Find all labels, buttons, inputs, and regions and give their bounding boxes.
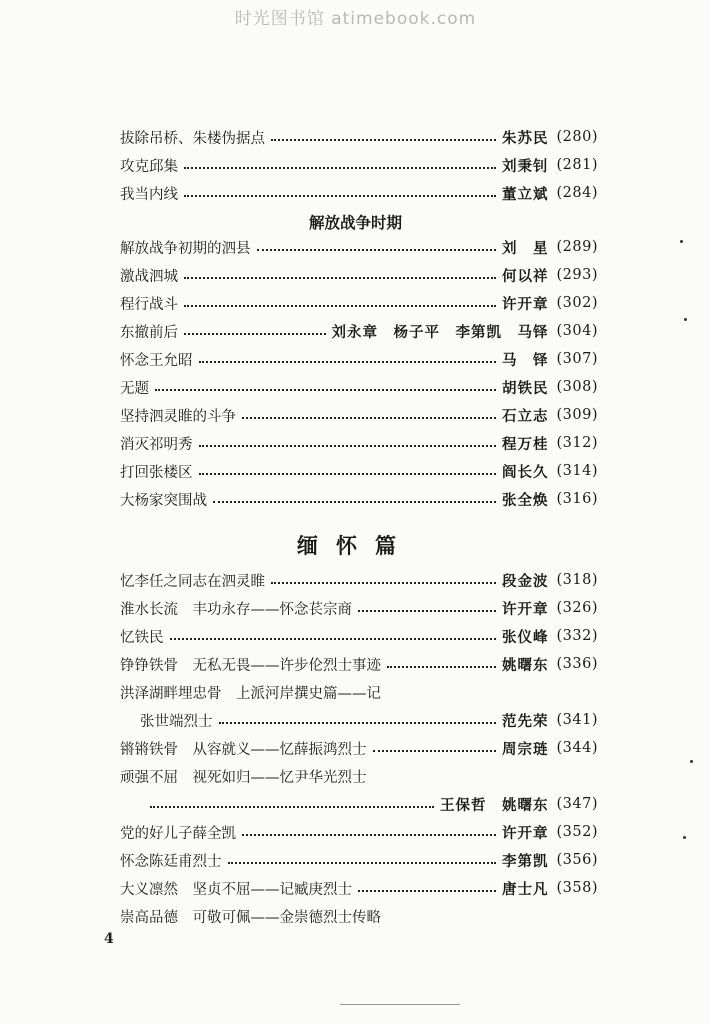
entry-page: (356) — [556, 852, 598, 868]
leader-dots — [184, 277, 496, 279]
scan-speck — [684, 318, 687, 321]
entry-author: 阎长久 — [502, 463, 549, 481]
scan-speck — [690, 760, 693, 763]
entry-title: 程行战斗 — [120, 296, 178, 313]
entry-page: (326) — [556, 600, 598, 616]
entry-page: (332) — [556, 628, 598, 644]
entry-author: 张仪峰 — [502, 628, 549, 646]
leader-dots — [213, 501, 496, 503]
leader-dots — [184, 167, 496, 169]
entry-author: 董立斌 — [502, 185, 549, 203]
leader-dots — [228, 862, 497, 864]
entry-author: 许开章 — [502, 824, 549, 842]
leader-dots — [257, 249, 497, 251]
entry-title: 顽强不屈 视死如归——忆尹华光烈士 — [120, 769, 367, 786]
leader-dots — [184, 195, 496, 197]
entry-page: (280) — [556, 129, 598, 145]
entry-author: 范先荣 — [502, 712, 549, 730]
entry-title: 洪泽湖畔埋忠骨 上派河岸撰史篇——记 — [120, 685, 381, 702]
toc-entry — [120, 460, 598, 482]
section-title: 缅怀篇 — [297, 533, 414, 558]
scan-speck — [683, 836, 686, 839]
entry-page: (318) — [556, 572, 598, 588]
toc-entry — [120, 877, 598, 899]
entry-title: 忆铁民 — [120, 629, 164, 646]
leader-dots — [242, 417, 496, 419]
entry-title: 坚持泗灵睢的斗争 — [120, 408, 236, 425]
entry-page: (289) — [556, 239, 598, 255]
entry-author: 许开章 — [502, 600, 549, 618]
entry-title: 怀念王允昭 — [120, 352, 193, 369]
entry-title: 消灭祁明秀 — [120, 436, 193, 453]
toc-entry — [120, 432, 598, 454]
entry-page: (314) — [556, 463, 598, 479]
entry-page: (336) — [556, 656, 598, 672]
leader-dots — [358, 610, 496, 612]
entry-author: 李第凯 — [502, 852, 549, 870]
entry-page: (304) — [556, 323, 598, 339]
entry-author: 刘秉钊 — [502, 157, 549, 175]
entry-page: (316) — [556, 491, 598, 507]
entry-title: 拔除吊桥、朱楼伪据点 — [120, 130, 265, 147]
entry-page: (302) — [556, 295, 598, 311]
entry-title: 解放战争初期的泗县 — [120, 240, 251, 257]
toc-entry — [120, 126, 598, 148]
entry-page: (347) — [556, 796, 598, 812]
leader-dots — [358, 890, 496, 892]
toc-entry — [120, 488, 598, 510]
entry-author: 刘 星 — [502, 239, 549, 257]
entry-title: 张世端烈士 — [140, 713, 213, 730]
entry-author: 张全焕 — [502, 491, 549, 509]
toc-entry — [120, 653, 598, 675]
entry-author: 朱苏民 — [502, 129, 549, 147]
leader-dots — [199, 473, 497, 475]
toc-entry — [120, 154, 598, 176]
entry-title: 东撤前后 — [120, 324, 178, 341]
leader-dots — [373, 750, 497, 752]
toc-entry-title-line — [120, 765, 598, 787]
entry-page: (284) — [556, 185, 598, 201]
entry-title: 激战泗城 — [120, 268, 178, 285]
entry-author: 周宗琏 — [502, 740, 549, 758]
toc-entry — [120, 236, 598, 258]
page-number: 4 — [104, 931, 114, 947]
entry-author: 许开章 — [502, 295, 549, 313]
entry-title: 锵锵铁骨 从容就义——忆薛振鸿烈士 — [120, 741, 367, 758]
entry-page: (341) — [556, 712, 598, 728]
entry-title: 无题 — [120, 380, 149, 397]
entry-page: (293) — [556, 267, 598, 283]
entry-page: (352) — [556, 824, 598, 840]
leader-dots — [387, 666, 496, 668]
entry-author: 姚曙东 — [502, 656, 549, 674]
entry-page: (309) — [556, 407, 598, 423]
entry-title: 党的好儿子薛全凯 — [120, 825, 236, 842]
entry-author: 段金波 — [502, 572, 549, 590]
toc-entry — [120, 793, 598, 815]
entry-page: (307) — [556, 351, 598, 367]
toc-entry — [120, 569, 598, 591]
entry-title: 大义凛然 坚贞不屈——记臧庚烈士 — [120, 881, 352, 898]
leader-dots — [199, 361, 497, 363]
leader-dots — [184, 305, 496, 307]
leader-dots — [199, 445, 497, 447]
toc-entry — [120, 264, 598, 286]
toc-entry — [120, 376, 598, 398]
toc-entry — [140, 709, 598, 731]
leader-dots — [242, 834, 496, 836]
toc-entry — [120, 625, 598, 647]
toc-entry — [120, 292, 598, 314]
toc-entry — [120, 404, 598, 426]
scan-mark — [340, 1004, 460, 1005]
leader-dots — [170, 638, 497, 640]
entry-title: 怀念陈廷甫烈士 — [120, 853, 222, 870]
entry-page: (344) — [556, 740, 598, 756]
entry-author: 程万桂 — [502, 435, 549, 453]
entry-author: 胡铁民 — [502, 379, 549, 397]
entry-title: 忆李任之同志在泗灵睢 — [120, 573, 265, 590]
toc-entry — [120, 821, 598, 843]
entry-author: 王保哲 姚曙东 — [440, 796, 549, 814]
watermark: 时光图书馆 atimebook.com — [234, 9, 477, 29]
entry-author: 唐士凡 — [502, 880, 549, 898]
toc-entry-title-line — [120, 905, 598, 927]
entry-page: (312) — [556, 435, 598, 451]
leader-dots — [271, 582, 496, 584]
entry-author: 刘永章 杨子平 李第凯 马铎 — [331, 323, 549, 341]
entry-page: (358) — [556, 880, 598, 896]
leader-dots — [271, 139, 496, 141]
toc-entry — [120, 348, 598, 370]
toc-entry — [120, 849, 598, 871]
entry-author: 马 铎 — [502, 351, 549, 369]
entry-title: 打回张楼区 — [120, 464, 193, 481]
entry-page: (281) — [556, 157, 598, 173]
entry-title: 崇高品德 可敬可佩——金崇德烈士传略 — [120, 909, 381, 926]
entry-page: (308) — [556, 379, 598, 395]
entry-author: 何以祥 — [502, 267, 549, 285]
toc-entry — [120, 182, 598, 204]
entry-title: 攻克邱集 — [120, 158, 178, 175]
toc-entry — [120, 737, 598, 759]
leader-dots — [155, 389, 496, 391]
entry-title: 铮铮铁骨 无私无畏——许步伦烈士事迹 — [120, 657, 381, 674]
leader-dots — [150, 806, 434, 808]
entry-title: 大杨家突围战 — [120, 492, 207, 509]
toc-entry — [120, 597, 598, 619]
entry-title: 我当内线 — [120, 186, 178, 203]
section-heading: 解放战争时期 — [308, 214, 402, 232]
entry-title: 淮水长流 丰功永存——怀念苌宗商 — [120, 601, 352, 618]
scan-speck — [680, 240, 683, 243]
toc-entry-title-line — [120, 681, 598, 703]
entry-author: 石立志 — [502, 407, 549, 425]
toc-entry — [120, 320, 598, 342]
leader-dots — [219, 722, 497, 724]
leader-dots — [184, 333, 326, 335]
